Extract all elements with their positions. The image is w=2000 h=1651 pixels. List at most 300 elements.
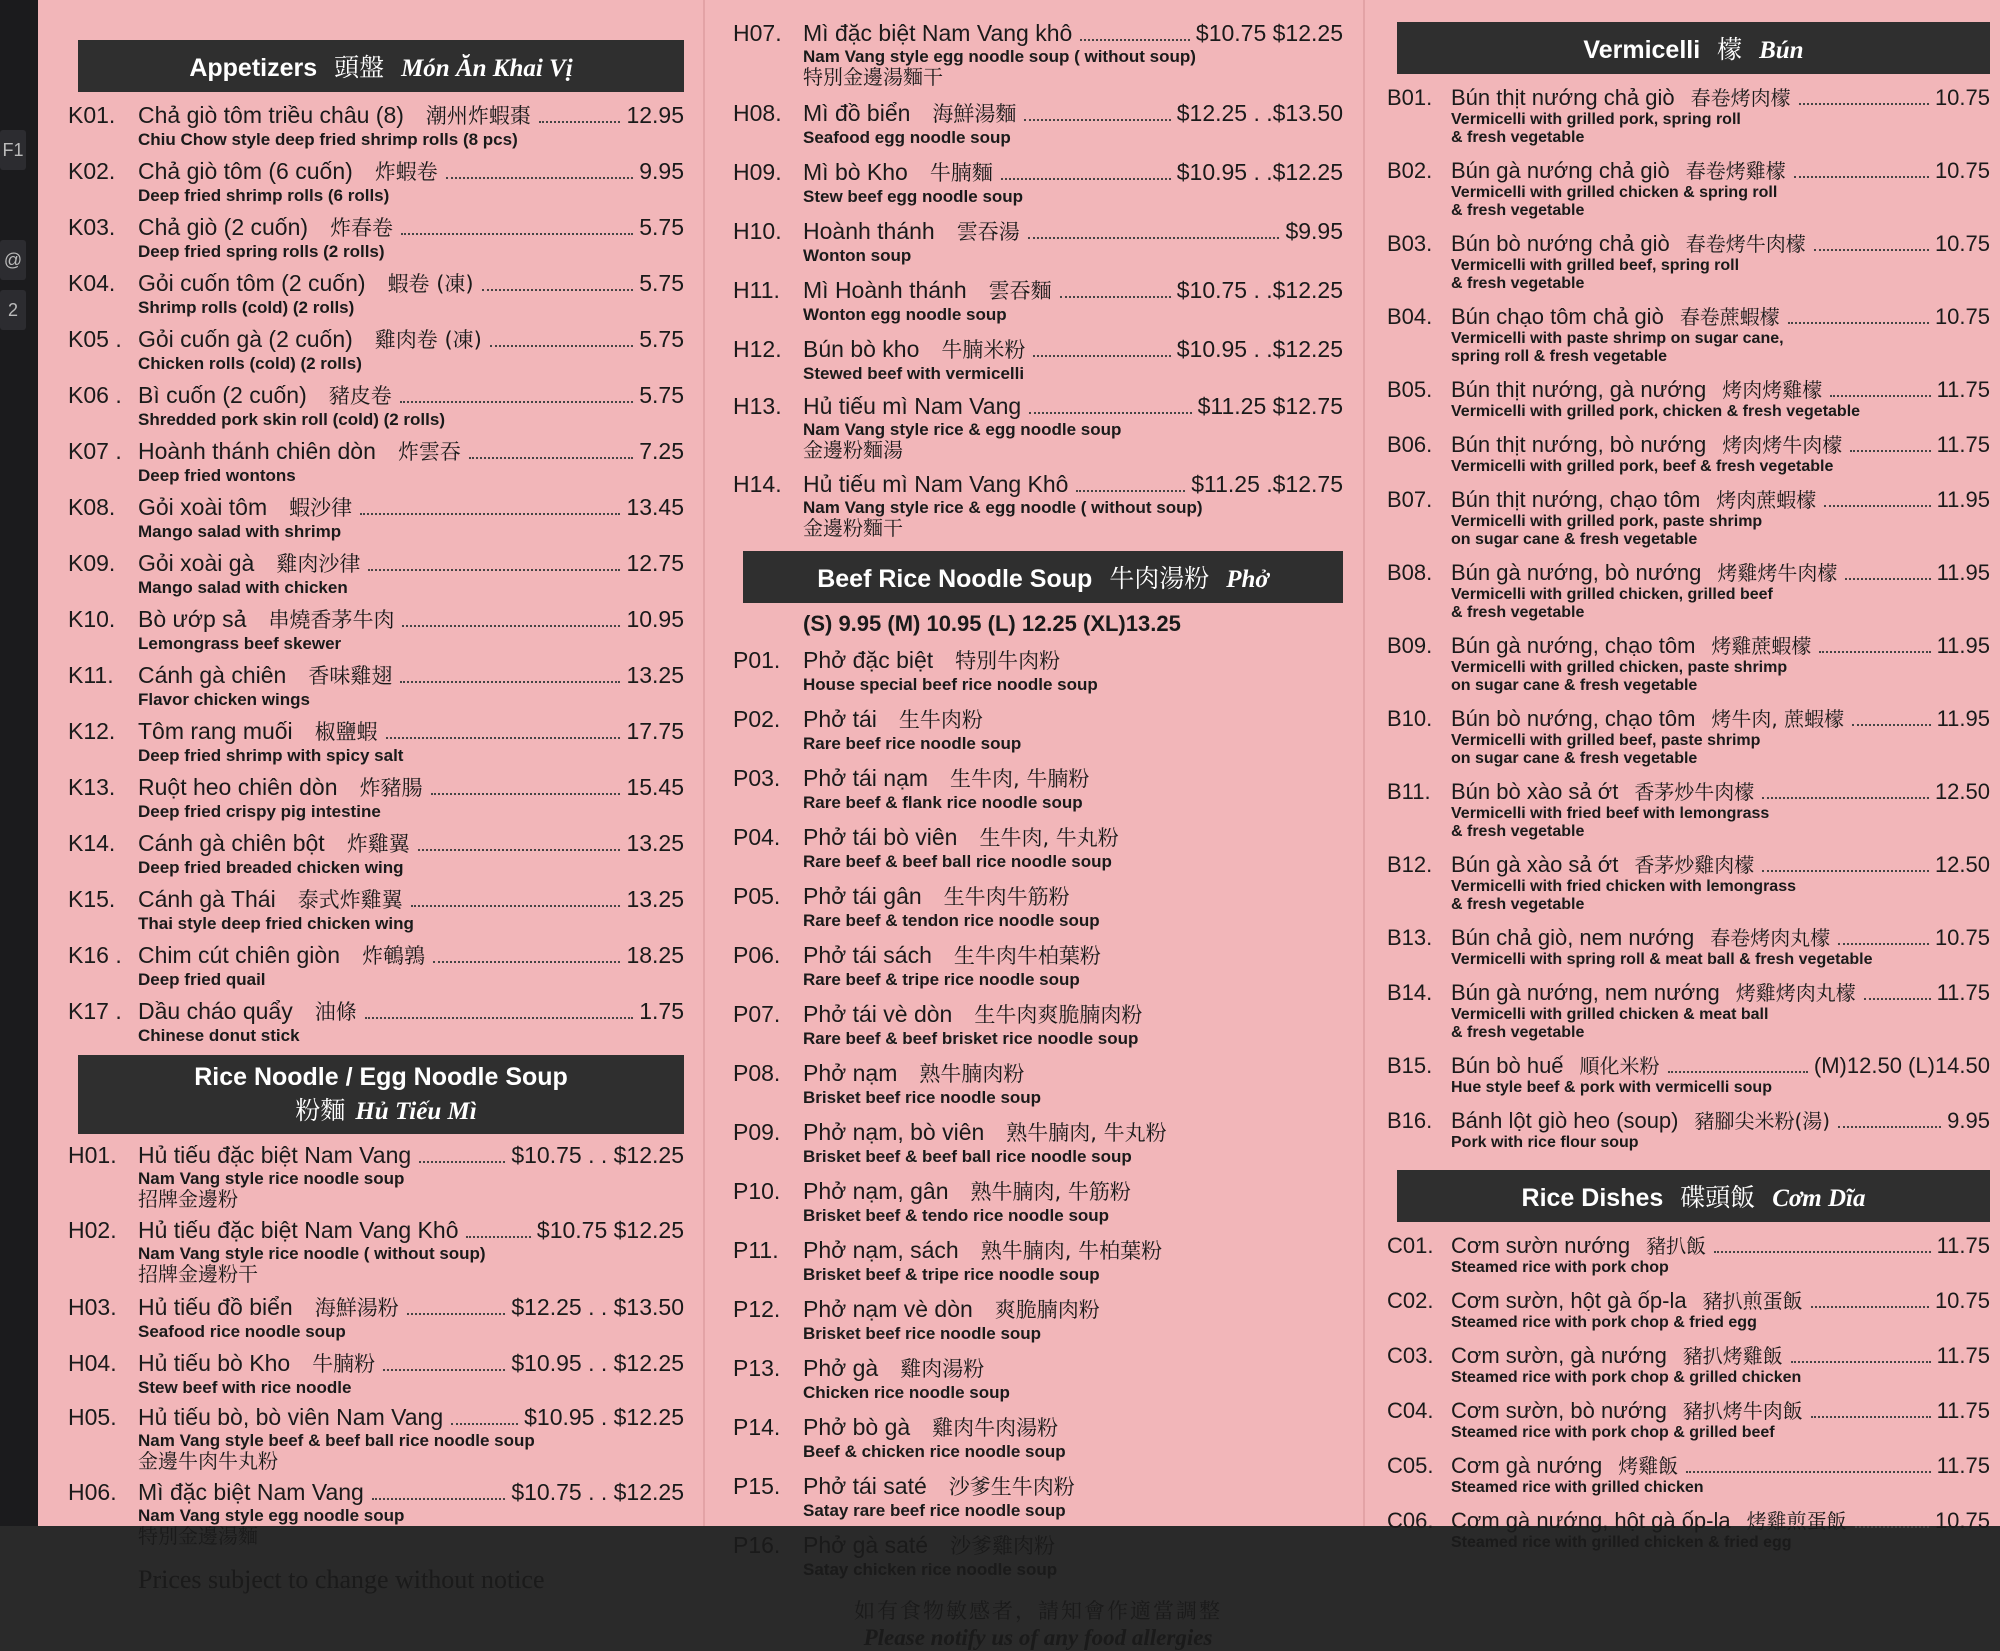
menu-item-line [1387, 301, 1990, 330]
price-leader [400, 401, 633, 403]
item-name: Cánh gà Thái [138, 886, 276, 912]
item-name: Phở nạm, bò viên [803, 1119, 985, 1145]
menu-item-line [1387, 374, 1990, 403]
item-name: Hủ tiếu đồ biển [138, 1294, 293, 1320]
item-name: Phở đặc biệt [803, 647, 934, 673]
item-description: Steamed rice with pork chop & fried egg [1451, 1314, 1757, 1331]
menu-item [733, 275, 1343, 324]
item-price: 10.75 [1934, 1508, 1990, 1533]
menu-panel-left [38, 0, 698, 1594]
menu-item [733, 20, 1343, 88]
item-code: C01. [1387, 1233, 1434, 1258]
item-name-cn: 招牌金邊粉 [138, 1187, 238, 1211]
item-price: 11.75 [1936, 1343, 1990, 1368]
item-price: $10.95 . .$12.25 [1176, 336, 1343, 362]
item-name: Hủ tiếu đặc biệt Nam Vang Khô [138, 1217, 459, 1243]
item-code: P01. [733, 647, 781, 673]
item-price: $11.25 $12.75 [1197, 393, 1343, 419]
item-name-cn: 炸鵪鶉 [362, 944, 425, 968]
item-name-cn: 炸雞翼 [346, 832, 410, 856]
item-name: Chả giò tôm (6 cuốn) [138, 158, 353, 184]
item-name: Cơm sườn, hột gà ốp-la [1451, 1288, 1687, 1313]
item-code: K16 . [68, 942, 122, 968]
item-description: Stewed beef with vermicelli [803, 364, 1025, 383]
item-name-cn: 雲吞湯 [956, 220, 1020, 244]
item-code: K09. [68, 550, 116, 576]
item-name: Mì đồ biển [803, 100, 911, 126]
item-name: Bún gà nướng, bò nướng [1451, 560, 1702, 585]
item-description: Satay rare beef rice noodle soup [803, 1501, 1066, 1520]
item-name: Bún bò nướng chả giò [1451, 231, 1670, 256]
item-description: Deep fried crispy pig intestine [138, 802, 381, 821]
item-code: K15. [68, 886, 116, 912]
item-price: 12.95 [626, 102, 684, 128]
price-leader [418, 849, 621, 851]
item-price: 11.95 [1936, 706, 1990, 731]
price-leader [1791, 1361, 1931, 1363]
menu-item-line [68, 324, 684, 354]
item-name: Phở nạm, sách [803, 1237, 959, 1263]
item-name-cn: 烤牛肉, 蔗蝦檬 [1711, 707, 1845, 731]
item-code: P16. [733, 1532, 781, 1558]
item-price: 5.75 [639, 382, 684, 408]
price-leader [1686, 1471, 1930, 1473]
item-name-cn: 春卷烤牛肉檬 [1685, 232, 1806, 256]
menu-item-line [733, 216, 1343, 246]
item-name-cn: 雞肉沙律 [276, 552, 361, 576]
item-name: Hủ tiếu bò, bò viên Nam Vang [138, 1404, 444, 1430]
menu-item [68, 1348, 684, 1397]
keyboard-key-at: @ [0, 240, 26, 280]
menu-item [1387, 776, 1990, 841]
price-leader [1814, 249, 1929, 251]
item-description-2: & fresh vegetable [1451, 275, 1585, 292]
item-code: B12. [1387, 852, 1433, 877]
item-name-cn: 特別牛肉粉 [955, 649, 1061, 673]
item-name-cn: 雲吞麵 [988, 279, 1052, 303]
menu-item [68, 436, 684, 485]
item-name: Hoành thánh chiên dòn [138, 438, 376, 464]
menu-item-line [68, 772, 684, 802]
price-change-note: Prices subject to change without notice [138, 1565, 545, 1594]
noodle-soup-title-vn: Hủ Tiếu Mì [355, 1098, 477, 1125]
price-leader [365, 1017, 634, 1019]
item-description: Nam Vang style beef & beef ball rice noodle soup [138, 1431, 535, 1450]
menu-item [1387, 630, 1990, 695]
item-description: Deep fried wontons [138, 466, 296, 485]
item-description: Shredded pork skin roll (cold) (2 rolls) [138, 410, 445, 429]
item-name-cn: 炸豬腸 [359, 776, 423, 800]
menu-item-line [733, 1412, 1343, 1442]
item-price: 5.75 [639, 270, 684, 296]
menu-item [733, 704, 1343, 753]
item-description: Shrimp rolls (cold) (2 rolls) [138, 298, 355, 317]
item-code: K08. [68, 494, 116, 520]
menu-item-line [68, 100, 684, 130]
noodle-soup-header [78, 1055, 684, 1134]
vermicelli-title-en: Vermicelli [1583, 36, 1701, 64]
item-description: Deep fried quail [138, 970, 266, 989]
appetizers-header [78, 40, 684, 92]
price-leader [1024, 119, 1170, 121]
keyboard-key-f1: F1 [0, 130, 26, 170]
noodle-soup-list-middle [733, 20, 1343, 539]
item-name: Phở nạm, gân [803, 1178, 949, 1204]
item-name-cn: 牛腩粉 [312, 1352, 376, 1376]
menu-item-line [733, 98, 1343, 128]
menu-item-line [1387, 776, 1990, 805]
vermicelli-title-cn: 檬 [1717, 35, 1743, 64]
item-name: Gỏi xoài gà [138, 550, 255, 576]
item-code: H10. [733, 218, 782, 244]
rice-title-en: Rice Dishes [1521, 1184, 1664, 1212]
item-price: 5.75 [639, 326, 684, 352]
item-description: Nam Vang style rice & egg noodle soup [803, 420, 1122, 439]
item-name: Phở nạm vè dòn [803, 1296, 973, 1322]
item-code: K04. [68, 270, 116, 296]
price-leader [1864, 998, 1931, 1000]
keyboard-edge [0, 0, 40, 1526]
pho-title-cn: 牛肉湯粉 [1109, 564, 1210, 593]
menu-item-line [733, 822, 1343, 852]
item-description: Chicken rolls (cold) (2 rolls) [138, 354, 362, 373]
item-name: Hủ tiếu mì Nam Vang [803, 393, 1022, 419]
menu-item-line [733, 1530, 1343, 1560]
menu-item-line [733, 471, 1343, 498]
item-description: Chinese donut stick [138, 1026, 300, 1045]
item-name-cn: 春卷烤肉檬 [1690, 86, 1791, 110]
item-description: Vermicelli with grilled beef, paste shrimp [1451, 732, 1761, 749]
price-leader [451, 1423, 518, 1425]
menu-item [733, 1117, 1343, 1166]
item-description: Vermicelli with fried beef with lemongrass [1451, 805, 1770, 822]
item-code: H07. [733, 20, 782, 46]
item-description: Nam Vang style rice noodle ( without soup) [138, 1244, 486, 1263]
price-leader [360, 513, 620, 515]
menu-item-line [68, 156, 684, 186]
item-price: 10.75 [1934, 158, 1990, 183]
menu-item-line [1387, 1050, 1990, 1079]
menu-item-line [1387, 1105, 1990, 1134]
item-code: H14. [733, 471, 782, 497]
item-price: 11.75 [1936, 980, 1990, 1005]
menu-item-line [1387, 82, 1990, 111]
menu-item [1387, 557, 1990, 622]
menu-item [733, 1176, 1343, 1225]
menu-item-line [733, 1471, 1343, 1501]
item-name-cn: 特別金邊湯麵 [138, 1524, 258, 1548]
item-code: P13. [733, 1355, 781, 1381]
item-name: Bún chả giò, nem nướng [1451, 925, 1695, 950]
menu-item-line [68, 604, 684, 634]
item-name-cn: 香味雞翅 [308, 664, 393, 688]
item-description: Deep fried spring rolls (2 rolls) [138, 242, 385, 261]
item-description: Nam Vang style egg noodle soup [138, 1506, 405, 1525]
item-code: B03. [1387, 231, 1433, 256]
price-leader [1060, 296, 1171, 298]
item-name: Tôm rang muối [138, 718, 293, 744]
menu-item [68, 1292, 684, 1341]
vermicelli-list [1387, 82, 1990, 1152]
appetizers-list [68, 100, 684, 1045]
price-leader [400, 681, 620, 683]
item-code: K12. [68, 718, 116, 744]
menu-item [68, 716, 684, 765]
menu-item-line [733, 999, 1343, 1029]
menu-item-line [68, 380, 684, 410]
item-description: Nam Vang style rice noodle soup [138, 1169, 405, 1188]
menu-item [733, 763, 1343, 812]
price-leader [1799, 103, 1929, 105]
item-price: 10.75 [1934, 925, 1990, 950]
item-name-cn: 生牛肉, 牛丸粉 [979, 826, 1119, 850]
item-description: Vermicelli with spring roll & meat ball & fresh vegetable [1451, 951, 1873, 968]
item-code: H08. [733, 100, 782, 126]
noodle-soup-title-cn: 粉麵 [295, 1096, 346, 1125]
menu-item-line [68, 1479, 684, 1506]
item-name: Ruột heo chiên dòn [138, 774, 338, 800]
item-name-cn: 特別金邊湯麵干 [803, 65, 943, 89]
item-description: Chiu Chow style deep fried shrimp rolls (8 pcs) [138, 130, 518, 149]
price-leader [1762, 797, 1929, 799]
item-name-cn: 烤肉蔗蝦檬 [1716, 488, 1817, 512]
price-leader [490, 345, 633, 347]
menu-item [1387, 703, 1990, 768]
menu-item-line [68, 1142, 684, 1169]
price-leader [1033, 355, 1170, 357]
menu-item-line [68, 828, 684, 858]
menu-item-line [733, 763, 1343, 793]
item-name: Phở tái [803, 706, 877, 732]
item-name: Mì đặc biệt Nam Vang khô [803, 20, 1073, 46]
price-leader [1714, 1251, 1930, 1253]
price-leader [1819, 651, 1930, 653]
item-price: 11.75 [1936, 377, 1990, 402]
item-name-cn: 烤雞飯 [1618, 1454, 1679, 1478]
menu-item [1387, 82, 1990, 147]
menu-item [733, 1412, 1343, 1461]
menu-item [1387, 977, 1990, 1042]
item-name-cn: 熟牛腩肉, 牛筋粉 [970, 1180, 1131, 1204]
item-name: Phở tái sách [803, 942, 932, 968]
item-price: 9.95 [639, 158, 684, 184]
item-code: K05 . [68, 326, 122, 352]
item-name: Bún gà xào sả ớt [1451, 852, 1619, 877]
item-name: Bún thịt nướng, bò nướng [1451, 432, 1707, 457]
item-name: Phở tái vè dòn [803, 1001, 953, 1027]
menu-item [733, 940, 1343, 989]
menu-item-line [68, 884, 684, 914]
item-description: Deep fried shrimp rolls (6 rolls) [138, 186, 390, 205]
item-code: K02. [68, 158, 116, 184]
menu-item-line [1387, 1450, 1990, 1479]
item-price: $10.95 . . $12.25 [511, 1350, 684, 1376]
item-description: Flavor chicken wings [138, 690, 310, 709]
item-name-cn: 金邊粉麵干 [803, 516, 903, 540]
item-name-cn: 金邊粉麵湯 [803, 438, 903, 462]
menu-item [733, 216, 1343, 265]
item-code: K03. [68, 214, 116, 240]
item-name: Bún bò xào sả ớt [1451, 779, 1619, 804]
item-name: Phở bò gà [803, 1414, 911, 1440]
price-leader [1838, 943, 1929, 945]
item-code: K07 . [68, 438, 122, 464]
item-price: 11.95 [1936, 560, 1990, 585]
item-description: Brisket beef & tripe rice noodle soup [803, 1265, 1100, 1284]
item-price: 5.75 [639, 214, 684, 240]
menu-item-line [733, 20, 1343, 47]
item-code: H03. [68, 1294, 117, 1320]
menu-item [68, 772, 684, 821]
pho-title-en: Beef Rice Noodle Soup [817, 565, 1093, 593]
item-description: Steamed rice with pork chop [1451, 1259, 1669, 1276]
allergy-note-cn: 如有食物敏感者，請知會作適當調整 [854, 1599, 1222, 1623]
item-description: Satay chicken rice noodle soup [803, 1560, 1058, 1579]
menu-item [68, 324, 684, 373]
price-leader [539, 121, 621, 123]
item-code: K14. [68, 830, 116, 856]
item-code: P06. [733, 942, 781, 968]
price-leader [1838, 1126, 1941, 1128]
menu-item [1387, 922, 1990, 969]
menu-item-line [68, 716, 684, 746]
item-name: Cánh gà chiên [138, 662, 287, 688]
menu-item [68, 828, 684, 877]
menu-item-line [1387, 1285, 1990, 1314]
item-name-cn: 豬扒烤雞飯 [1682, 1344, 1783, 1368]
item-name-cn: 油條 [314, 1000, 357, 1024]
menu-item-line [68, 940, 684, 970]
menu-item-line [733, 645, 1343, 675]
item-description: Mango salad with chicken [138, 578, 348, 597]
item-description: Hue style beef & pork with vermicelli soup [1451, 1079, 1772, 1096]
item-name: Bún bò kho [803, 336, 920, 362]
item-name-cn: 蝦沙律 [289, 496, 353, 520]
item-code: K01. [68, 102, 116, 128]
item-name-cn: 香茅炒雞肉檬 [1634, 853, 1755, 877]
item-description: Vermicelli with fried chicken with lemongrass [1451, 878, 1796, 895]
item-name-cn: 豬腳尖米粉(湯) [1694, 1109, 1831, 1133]
item-name: Bún chạo tôm chả giò [1451, 304, 1664, 329]
rice-title-vn: Cơm Dĩa [1772, 1185, 1866, 1212]
item-price: 13.45 [626, 494, 684, 520]
item-name-cn: 豬扒烤牛肉飯 [1682, 1399, 1803, 1423]
item-price: 11.75 [1936, 1233, 1990, 1258]
item-name: Mì đặc biệt Nam Vang [138, 1479, 364, 1505]
price-leader [1001, 178, 1171, 180]
item-name: Phở tái gân [803, 883, 922, 909]
menu-item-line [68, 1348, 684, 1378]
menu-item [733, 98, 1343, 147]
price-leader [1811, 1306, 1929, 1308]
item-price: $10.95 . .$12.25 [1176, 159, 1343, 185]
item-code: H09. [733, 159, 782, 185]
price-leader [1029, 412, 1191, 414]
price-leader [1852, 724, 1930, 726]
item-name: Phở tái nạm [803, 765, 929, 791]
item-description-2: on sugar cane & fresh vegetable [1451, 531, 1698, 548]
item-name: Bún gà nướng chả giò [1451, 158, 1670, 183]
item-name-cn: 豬皮卷 [328, 384, 392, 408]
menu-item-line [68, 268, 684, 298]
item-description: Stew beef egg noodle soup [803, 187, 1024, 206]
item-price: 1.75 [639, 998, 684, 1024]
item-description: Vermicelli with grilled pork, spring roll [1451, 111, 1741, 128]
item-description: Brisket beef & tendo rice noodle soup [803, 1206, 1110, 1225]
item-description: Chicken rice noodle soup [803, 1383, 1010, 1402]
item-code: B14. [1387, 980, 1433, 1005]
item-name: Hủ tiếu mì Nam Vang Khô [803, 471, 1069, 497]
menu-item-line [1387, 484, 1990, 513]
item-description: Steamed rice with pork chop & grilled beef [1451, 1424, 1775, 1441]
item-code: H01. [68, 1142, 117, 1168]
item-name-cn: 招牌金邊粉干 [138, 1262, 258, 1286]
item-code: P03. [733, 765, 781, 791]
item-name-cn: 生牛肉爽脆腩肉粉 [974, 1003, 1143, 1027]
item-description: Steamed rice with pork chop & grilled chicken [1451, 1369, 1802, 1386]
item-name-cn: 泰式炸雞翼 [297, 888, 403, 912]
item-name-cn: 海鮮湯麵 [932, 102, 1017, 126]
menu-item [733, 1471, 1343, 1520]
item-description: Mango salad with shrimp [138, 522, 342, 541]
menu-item [733, 999, 1343, 1048]
item-name-cn: 烤雞煎蛋飯 [1746, 1509, 1847, 1533]
menu-item [1387, 301, 1990, 366]
menu-item-line [733, 1176, 1343, 1206]
item-name-cn: 烤肉烤雞檬 [1722, 378, 1823, 402]
item-description: Vermicelli with grilled chicken, paste shrimp [1451, 659, 1788, 676]
appetizers-title-vn: Món Ăn Khai Vị [401, 55, 573, 82]
menu-item [68, 380, 684, 429]
price-leader [372, 1498, 505, 1500]
item-name: Bún thịt nướng chả giò [1451, 85, 1675, 110]
item-name: Chả giò (2 cuốn) [138, 214, 309, 240]
item-description: Lemongrass beef skewer [138, 634, 342, 653]
item-price: 11.75 [1936, 432, 1990, 457]
item-name: Gỏi cuốn gà (2 cuốn) [138, 326, 353, 352]
item-name: Mì bò Kho [803, 159, 908, 185]
item-description: Thai style deep fried chicken wing [138, 914, 414, 933]
menu-item [733, 1294, 1343, 1343]
item-name: Bì cuốn (2 cuốn) [138, 382, 307, 408]
item-name: Hủ tiếu bò Kho [138, 1350, 291, 1376]
item-name-cn: 熟牛腩肉, 牛丸粉 [1006, 1121, 1167, 1145]
item-price: 11.75 [1936, 1398, 1990, 1423]
menu-item-line [733, 157, 1343, 187]
price-leader [1845, 578, 1930, 580]
item-description-2: & fresh vegetable [1451, 604, 1585, 621]
price-leader [419, 1161, 505, 1163]
menu-item-line [733, 881, 1343, 911]
item-description: Nam Vang style egg noodle soup ( without soup) [803, 47, 1196, 66]
item-name: Chim cút chiên giòn [138, 942, 340, 968]
item-name-cn: 生牛肉粉 [898, 708, 983, 732]
item-price: 13.25 [626, 662, 684, 688]
item-price: 12.50 [1934, 779, 1990, 804]
menu-item [1387, 228, 1990, 293]
item-name: Bún bò huế [1451, 1053, 1564, 1078]
item-code: C06. [1387, 1508, 1434, 1533]
item-price: $12.25 . .$13.50 [1176, 100, 1343, 126]
item-price: 12.50 [1934, 852, 1990, 877]
item-price: 10.75 [1934, 304, 1990, 329]
price-leader [1076, 490, 1185, 492]
item-code: B15. [1387, 1053, 1433, 1078]
menu-item [68, 1217, 684, 1285]
menu-item [68, 660, 684, 709]
item-code: B04. [1387, 304, 1433, 329]
item-description: Vermicelli with grilled chicken & spring roll [1451, 184, 1778, 201]
